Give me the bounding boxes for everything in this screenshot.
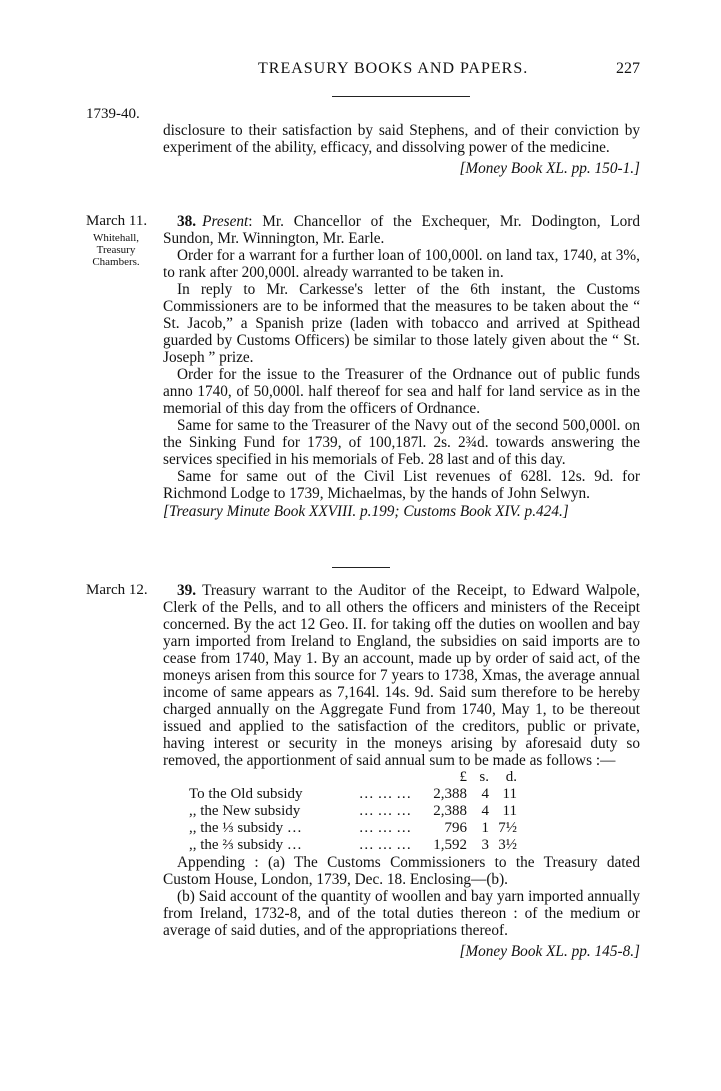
row-pence: 11 bbox=[502, 803, 517, 819]
apportionment-table bbox=[189, 769, 517, 854]
table-row bbox=[189, 786, 517, 803]
table-row bbox=[189, 837, 517, 854]
row-leader: … … … bbox=[358, 786, 412, 802]
margin-year-text: 1739-40. bbox=[86, 106, 140, 122]
row-pence: 3½ bbox=[498, 837, 517, 853]
row-label: To the Old subsidy bbox=[189, 786, 303, 802]
present-text: : Mr. Chancellor of the Exchequer, Mr. Dodington, Lord Sundon, Mr. Winnington, Mr. Earle. bbox=[163, 213, 640, 247]
table-row bbox=[189, 803, 517, 820]
row-pence: 11 bbox=[502, 786, 517, 802]
entry-39-ref bbox=[163, 943, 640, 960]
row-shillings: 1 bbox=[481, 820, 489, 836]
running-header bbox=[0, 60, 721, 84]
margin-place-1: Whitehall, bbox=[92, 232, 140, 244]
margin-entry-38 bbox=[86, 213, 158, 268]
row-label: ,, the New subsidy bbox=[189, 803, 301, 819]
entry-38-ref bbox=[163, 503, 640, 520]
table-row bbox=[189, 820, 517, 837]
section-rule bbox=[332, 567, 390, 568]
entry-38-para-1: Order for a warrant for a further loan of 100,000l. on land tax, 1740, at 3%, to rank after 200,000l. already warranted to be taken in. bbox=[163, 247, 640, 281]
row-pounds: 2,388 bbox=[433, 786, 467, 802]
row-pounds: 1,592 bbox=[433, 837, 467, 853]
header-rule bbox=[332, 96, 470, 97]
row-pounds: 796 bbox=[444, 820, 467, 836]
margin-date-38: March 11. bbox=[86, 213, 148, 229]
row-pounds: 2,388 bbox=[433, 803, 467, 819]
col-pounds: £ bbox=[459, 769, 467, 785]
entry-39-number: 39. bbox=[177, 582, 197, 599]
row-shillings: 4 bbox=[481, 803, 489, 819]
table-head-row bbox=[189, 769, 517, 786]
entry-39-ref-text: [Money Book XL. pp. 145-8.] bbox=[459, 943, 640, 960]
entry-38 bbox=[163, 213, 640, 520]
col-pence: d. bbox=[505, 769, 517, 785]
row-shillings: 4 bbox=[481, 786, 489, 802]
entry-38-ref-text: [Treasury Minute Book XXVIII. p.199; Customs Book XIV. p.424.] bbox=[163, 503, 569, 520]
entry-38-para-4: Same for same to the Treasurer of the Navy out of the second 500,000l. on the Sinking Fund for 1739, of 100,187l. 2s. 2¾d. towards answering the services specified in his memorials of Feb. 28 last and of this day. bbox=[163, 417, 640, 468]
row-leader: … … … bbox=[358, 837, 412, 853]
entry-38-number: 38. bbox=[177, 213, 197, 230]
page-number: 227 bbox=[616, 60, 640, 77]
header-title: TREASURY BOOKS AND PAPERS. bbox=[258, 60, 529, 77]
row-label: ,, the ⅓ subsidy … bbox=[189, 820, 302, 836]
entry-38-present bbox=[163, 213, 640, 247]
margin-date-39: March 12. bbox=[86, 582, 148, 598]
entry-39-para bbox=[163, 582, 640, 769]
row-pence: 7½ bbox=[498, 820, 517, 836]
margin-year bbox=[86, 106, 158, 123]
continuation-text: disclosure to their satisfaction by said Stephens, and of their conviction by experiment of the ability, efficacy, and dissolving power of the medicine. bbox=[163, 122, 640, 156]
row-label: ,, the ⅔ subsidy … bbox=[189, 837, 302, 853]
entry-38-para-2: In reply to Mr. Carkesse's letter of the 6th instant, the Customs Commissioners are to be informed that the measures to be taken about the “ St. Jacob,” a Spanish prize (laden with tobacco and arrived at Spithead guarded by Customs Officers) be similar to those lately given about the “ St. Joseph ” prize. bbox=[163, 281, 640, 366]
continuation-ref-text: [Money Book XL. pp. 150-1.] bbox=[459, 160, 640, 177]
row-leader: … … … bbox=[358, 803, 412, 819]
row-leader: … … … bbox=[358, 820, 412, 836]
continuation-ref bbox=[163, 160, 640, 177]
entry-39 bbox=[163, 582, 640, 960]
present-label: Present bbox=[202, 213, 249, 230]
margin-place-2: Treasury bbox=[96, 244, 136, 256]
entry-39-text: Treasury warrant to the Auditor of the Receipt, to Edward Walpole, Clerk of the Pells, and to all others the officers and ministers of the Receipt concerned. By the act 12 Geo. II. for taking off the duties on woollen and bay yarn imported from Ireland to England, the subsidies on said imports are to cease from 1740, May 1. By an account, made up by order of said act, of the moneys arisen from this source for 7 years to 1738, Xmas, the average annual income of same appears as 7,164l. 14s. 9d. Said sum therefore to be hereby charged annually on the Aggregate Fund from 1740, May 1, to be thereout issued and applied to the satisfaction of the creditors, public or private, having interest or security in the moneys arising by aforesaid duty so removed, the apportionment of said annual sum to be made as follows :— bbox=[163, 582, 640, 769]
margin-entry-39 bbox=[86, 582, 158, 599]
col-shillings: s. bbox=[479, 769, 489, 785]
entry-39-b: (b) Said account of the quantity of woollen and bay yarn imported annually from Ireland, 1732-8, and of the total duties thereon : of the medium or average of said duties, and of the appropriations thereof. bbox=[163, 888, 640, 939]
entry-38-para-5: Same for same out of the Civil List revenues of 628l. 12s. 9d. for Richmond Lodge to 1739, Michaelmas, by the hands of John Selwyn. bbox=[163, 468, 640, 502]
entry-39-appending: Appending : (a) The Customs Commissioners to the Treasury dated Custom House, London, 1739, Dec. 18. Enclosing—(b). bbox=[163, 854, 640, 888]
margin-place-3: Chambers. bbox=[92, 256, 140, 268]
entry-38-para-3: Order for the issue to the Treasurer of the Ordnance out of public funds anno 1740, of 50,000l. half thereof for sea and half for land service as in the memorial of this day from the officers of Ordnance. bbox=[163, 366, 640, 417]
continuation-block bbox=[163, 122, 640, 177]
row-shillings: 3 bbox=[481, 837, 489, 853]
